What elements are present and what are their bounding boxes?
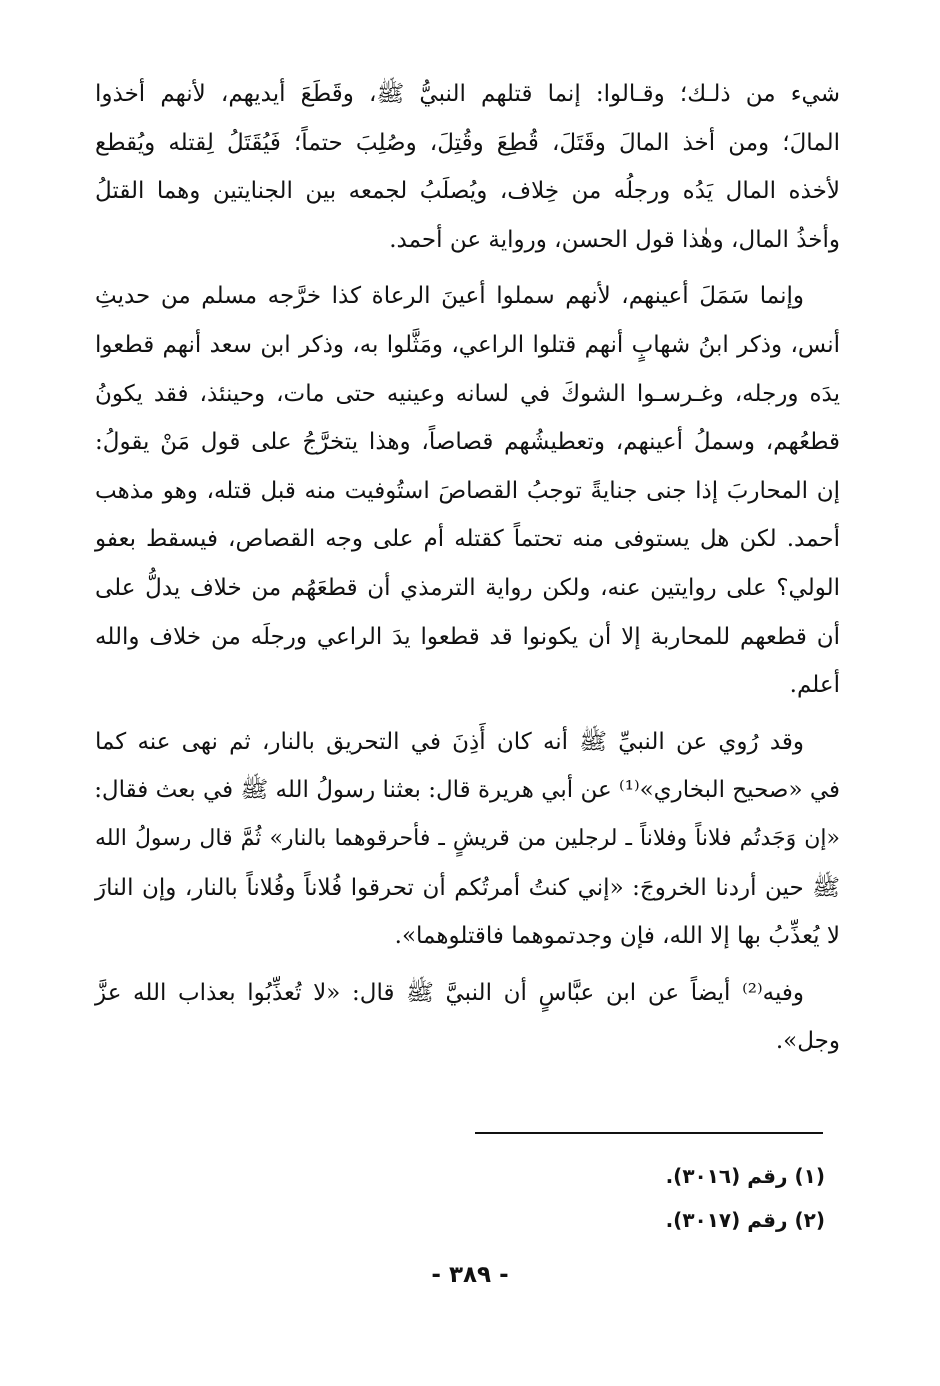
text-line: وأخذُ المال، وهٰذا قول الحسن، ورواية عن أحمد.	[389, 226, 840, 253]
text-line: يدَه ورجله، وغـرسـوا الشوكَ في لسانه وعينيه حتى مات، وحينئذ، فقد يكونُ	[95, 380, 840, 407]
text-line: لأخذه المال يَدُه ورجلُه من خِلاف، ويُصلَبُ لجمعه بين الجنايتين وهما القتلُ	[95, 178, 840, 205]
text-line: ﷺ حين أردنا الخروجَ: «إني كنتُ أمرتُكم أن تحرقوا فُلاناً وفُلاناً بالنار، وإن النارَ	[95, 874, 840, 901]
footnote-1: (١) رقم (٣٠١٦).	[665, 1164, 825, 1188]
text-line: في «صحيح البخاري»⁽¹⁾ عن أبي هريرة قال: بعثنا رسولُ الله ﷺ في بعث فقال:	[94, 777, 840, 804]
text-line: أحمد. لكن هل يستوفى منه تحتماً كقتله أم على وجه القصاص، فيسقط بعفو	[95, 526, 840, 553]
footnotes	[300, 1154, 825, 1242]
footnote-separator	[475, 1132, 823, 1134]
text-line: قطعُهم، وسملُ أعينهم، وتعطيشُهم قصاصاً، وهذا يتخرَّجُ على قول مَنْ يقولُ:	[95, 429, 840, 456]
text-line: وفيه⁽²⁾ أيضاً عن ابن عبَّاسٍ أن النبيَّ ﷺ قال: «لا تُعذِّبُوا بعذاب الله عزَّ	[95, 979, 804, 1006]
text-line: شيء من ذلـك؛ وقـالوا: إنما قتلهم النبيُّ ﷺ، وقَطَعَ أيديهم، لأنهم أخذوا	[95, 81, 840, 107]
paragraph-2	[95, 272, 840, 709]
footnote-2: (٢) رقم (٣٠١٧).	[665, 1208, 825, 1232]
page-number: - ٣٨٩ -	[431, 1262, 509, 1288]
text-line: وإنما سَمَلَ أعينهم، لأنهم سملوا أعينَ الرعاة كذا خرَّجه مسلم من حديثِ	[95, 283, 804, 310]
text-line: الولي؟ على روايتين عنه، ولكن رواية الترمذي أن قطعَهُم من خلاف يدلُّ على	[95, 574, 840, 601]
text-line: المالَ؛ ومن أخذ المالَ وقَتَلَ، قُطِعَ وقُتِلَ، وصُلِبَ حتماً؛ فَيُقَتَلُ لِقتله ويُقطع	[95, 129, 840, 156]
paragraph-3	[95, 718, 840, 961]
text-line: أن قطعهم للمحاربة إلا أن يكونوا قد قطعوا يدَ الراعي ورجلَه من خلاف والله	[95, 623, 840, 650]
text-line: أنس، وذكر ابنُ شهابٍ أنهم قتلوا الراعي، ومَثَّلوا به، وذكر ابن سعد أنهم قطعوا	[95, 331, 840, 358]
page-body	[95, 70, 840, 1074]
text-line: «إن وَجَدتُم فلاناً وفلاناً ـ لرجلين من قريشٍ ـ فأحرقوهما بالنار» ثُمَّ قال رسولُ الله	[95, 825, 840, 851]
text-line: إن المحاربَ إذا جنى جنايةً توجبُ القصاصَ استُوفيت منه قبل قتله، وهو مذهب	[95, 477, 840, 504]
text-line: وجل».	[775, 1028, 840, 1055]
text-line: لا يُعذِّبُ بها إلا الله، فإن وجدتموهما فاقتلوهما».	[394, 923, 840, 950]
text-line: أعلم.	[789, 672, 840, 699]
paragraph-4	[95, 969, 840, 1066]
paragraph-1	[95, 70, 840, 264]
text-line: وقد رُوي عن النبيِّ ﷺ أنه كان أَذِنَ في التحريق بالنار، ثم نهى عنه كما	[95, 728, 804, 755]
